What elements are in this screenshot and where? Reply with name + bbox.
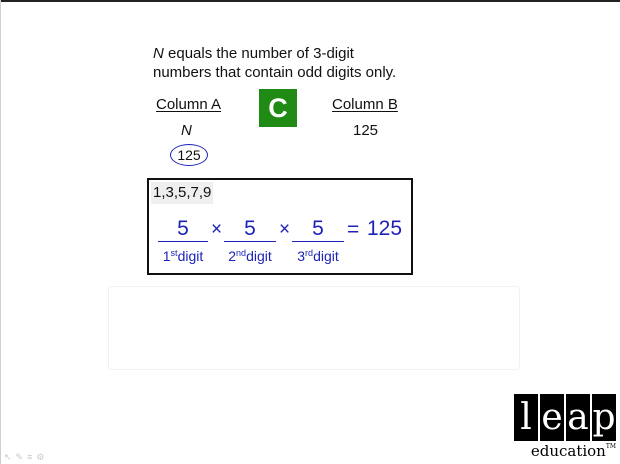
logo-letter-tile: p bbox=[592, 394, 616, 441]
logo-word: education bbox=[530, 442, 606, 460]
presentation-toolbar bbox=[4, 452, 44, 462]
logo-letter-tile: l bbox=[514, 394, 538, 441]
ordinal-suffix: rd bbox=[305, 248, 314, 258]
column-a-circled-value: 125 bbox=[170, 144, 208, 166]
column-a-value: N bbox=[181, 122, 192, 139]
factor-second-digit bbox=[224, 217, 276, 265]
trademark-mark: TM bbox=[605, 443, 616, 450]
column-a-heading: Column A bbox=[156, 96, 222, 113]
answer-badge: C bbox=[259, 89, 297, 127]
settings-icon[interactable]: ⚙ bbox=[36, 452, 45, 462]
ordinal-number: 1 bbox=[162, 248, 171, 264]
factor-third-digit bbox=[292, 217, 344, 265]
logo-letter-tiles bbox=[514, 394, 618, 441]
leap-education-logo bbox=[514, 394, 618, 460]
column-b-heading: Column B bbox=[332, 96, 398, 113]
times-operator: × bbox=[211, 219, 223, 240]
factor-numerator: 5 bbox=[158, 217, 208, 242]
column-b-value: 125 bbox=[353, 122, 379, 139]
variable-n: N bbox=[153, 45, 164, 62]
times-operator: × bbox=[279, 219, 291, 240]
digit-word: digit bbox=[313, 248, 339, 264]
digit-word: digit bbox=[177, 248, 204, 264]
worked-solution-box bbox=[147, 178, 413, 275]
factor-label bbox=[224, 244, 276, 265]
menu-icon[interactable]: ≡ bbox=[27, 452, 33, 462]
ordinal-number: 3 bbox=[297, 248, 306, 264]
ordinal-suffix: nd bbox=[236, 248, 247, 258]
factor-first-digit bbox=[158, 217, 208, 265]
arrow-icon[interactable]: ↖ bbox=[4, 452, 12, 462]
ordinal-number: 2 bbox=[228, 248, 237, 264]
factor-label bbox=[158, 244, 208, 265]
pen-icon[interactable]: ✎ bbox=[15, 452, 24, 462]
logo-letter-tile: a bbox=[566, 394, 590, 441]
left-border bbox=[0, 0, 1, 464]
factor-label bbox=[292, 244, 344, 265]
odd-digits-list: 1,3,5,7,9 bbox=[151, 182, 213, 204]
top-border bbox=[0, 0, 620, 2]
faded-background-box bbox=[108, 286, 520, 370]
factor-numerator: 5 bbox=[224, 217, 276, 242]
equals-sign: = bbox=[347, 218, 360, 241]
problem-line-2: numbers that contain odd digits only. bbox=[153, 64, 397, 81]
logo-letter-tile: e bbox=[540, 394, 564, 441]
digit-word: digit bbox=[246, 248, 272, 264]
ordinal-suffix: st bbox=[170, 248, 178, 258]
problem-line-1-text: equals the number of 3-digit bbox=[163, 45, 354, 62]
factor-numerator: 5 bbox=[292, 217, 344, 242]
logo-wordmark bbox=[514, 442, 618, 460]
problem-line-1 bbox=[153, 44, 453, 63]
product-result: 125 bbox=[367, 217, 403, 240]
problem-statement bbox=[153, 44, 453, 82]
